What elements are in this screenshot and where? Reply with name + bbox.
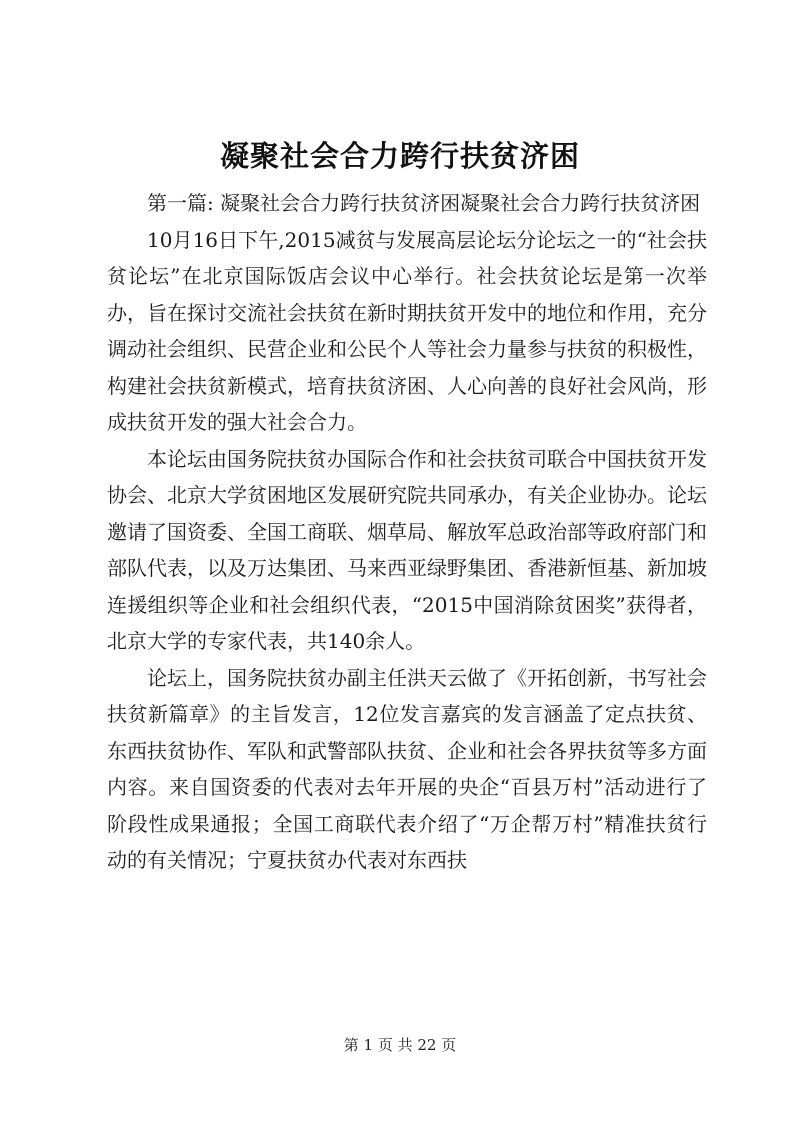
paragraph: 10月16日下午,2015减贫与发展高层论坛分论坛之一的“社会扶贫论坛”在北京国际饭店会议中心举行。社会扶贫论坛是第一次举办，旨在探讨交流社会扶贫在新时期扶贫开发中的地位和作用，充分调动社会组织、民营企业和公民个人等社会力量参与扶贫的积极性，构建社会扶贫新模式，培育扶贫济困、人心向善的良好社会风尚，形成扶贫开发的强大社会合力。 (107, 227, 707, 434)
document-body (107, 185, 707, 879)
paragraph: 第一篇: 凝聚社会合力跨行扶贫济困凝聚社会合力跨行扶贫济困 (147, 191, 701, 215)
paragraph: 本论坛由国务院扶贫办国际合作和社会扶贫司联合中国扶贫开发协会、北京大学贫困地区发展研究院共同承办，有关企业协办。论坛邀请了国资委、全国工商联、烟草局、解放军总政治部等政府部门和部队代表，以及万达集团、马来西亚绿野集团、香港新恒基、新加坡连援组织等企业和社会组织代表，“2015中国消除贫困奖”获得者，北京大学的专家代表，共140余人。 (107, 446, 707, 653)
paragraph: 论坛上，国务院扶贫办副主任洪天云做了《开拓创新，书写社会扶贫新篇章》的主旨发言，12位发言嘉宾的发言涵盖了定点扶贫、东西扶贫协作、军队和武警部队扶贫、企业和社会各界扶贫等多方面内容。来自国资委的代表对去年开展的央企“百县万村”活动进行了阶段性成果通报；全国工商联代表介绍了“万企帮万村”精准扶贫行动的有关情况；宁夏扶贫办代表对东西扶 (107, 665, 707, 872)
page-number-footer: 第 1 页 共 22 页 (343, 1036, 457, 1054)
document-title: 凝聚社会合力跨行扶贫济困 (219, 139, 580, 173)
